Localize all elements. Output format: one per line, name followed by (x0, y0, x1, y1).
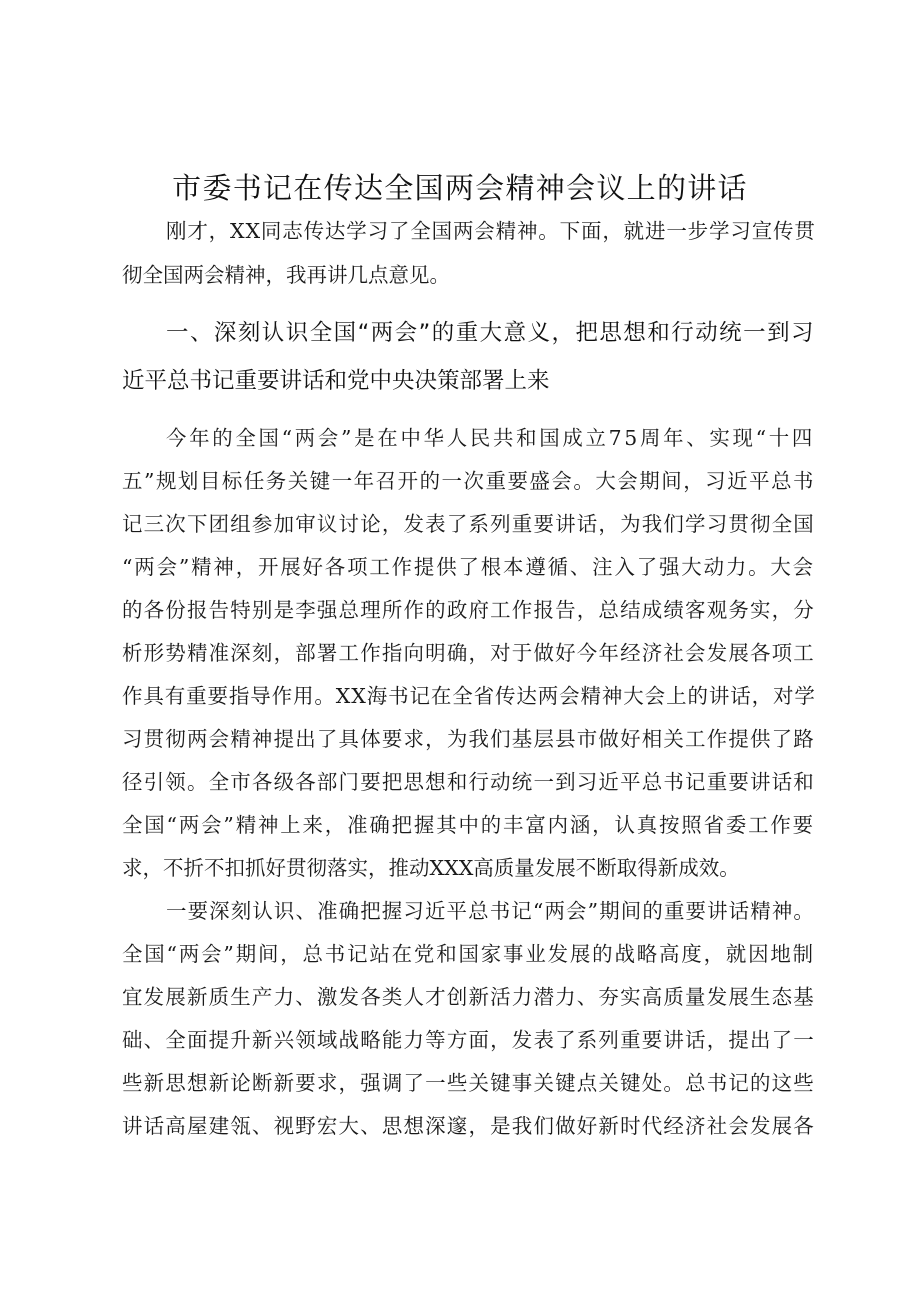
text-line (0, 461, 920, 501)
text-line-content: 础、全面提升新兴领域战略能力等方面，发表了系列重要讲话，提出了一 (122, 1028, 815, 1052)
text-line (0, 590, 920, 630)
text-line-content: 析形势精准深刻，部署工作指向明确，对于做好今年经济社会发展各项工 (122, 641, 815, 665)
document-title-text: 市委书记在传达全国两会精神会议上的讲话 (172, 171, 748, 205)
text-line-content: “两会”精神，开展好各项工作提供了根本遵循、注入了强大动力。大会 (122, 555, 815, 579)
text-line (0, 1063, 920, 1103)
text-line-content: 求，不折不扣抓好贯彻落实，推动XXX高质量发展不断取得新成效。 (122, 856, 740, 880)
text-line (0, 719, 920, 759)
text-line (0, 891, 920, 931)
text-line-content: 刚才，XX同志传达学习了全国两会精神。下面，就进一步学习宣传贯 (166, 219, 816, 243)
text-line-content: 习贯彻两会精神提出了具体要求，为我们基层县市做好相关工作提供了路 (122, 727, 815, 751)
text-line (0, 805, 920, 845)
text-line-content: 的各份报告特别是李强总理所作的政府工作报告，总结成绩客观务实，分 (122, 598, 815, 622)
text-line-content: 全国“两会”精神上来，准确把握其中的丰富内涵，认真按照省委工作要 (122, 813, 815, 837)
text-line (0, 848, 920, 888)
text-line-content: 记三次下团组参加审议讨论，发表了系列重要讲话，为我们学习贯彻全国 (122, 512, 815, 536)
text-line (0, 934, 920, 974)
text-line-content: 五”规划目标任务关键一年召开的一次重要盛会。大会期间，习近平总书 (122, 469, 816, 493)
text-line (0, 504, 920, 544)
text-line-content: 全国“两会”期间，总书记站在党和国家事业发展的战略高度，就因地制 (122, 942, 815, 966)
document-title (0, 168, 920, 208)
text-line (0, 1106, 920, 1146)
section-heading-line (0, 361, 920, 401)
text-line (0, 676, 920, 716)
text-line-content: 宜发展新质生产力、激发各类人才创新活力潜力、夯实高质量发展生态基 (122, 985, 815, 1009)
text-line (0, 1020, 920, 1060)
section-heading-text: 近平总书记重要讲话和党中央决策部署上来 (122, 368, 550, 394)
text-line-content: 些新思想新论断新要求，强调了一些关键事关键点关键处。总书记的这些 (122, 1071, 815, 1095)
text-line (0, 762, 920, 802)
text-line-content: 一要深刻认识、准确把握习近平总书记“两会”期间的重要讲话精神。 (166, 899, 816, 923)
text-line-content: 作具有重要指导作用。XX海书记在全省传达两会精神大会上的讲话，对学 (122, 684, 816, 708)
text-line (0, 418, 920, 458)
text-line-content: 今年的全国“两会”是在中华人民共和国成立75周年、实现“十四 (166, 426, 816, 450)
text-line (0, 211, 920, 251)
text-line-content: 彻全国两会精神，我再讲几点意见。 (122, 263, 450, 287)
text-line (0, 633, 920, 673)
section-heading-line (0, 313, 920, 353)
section-heading-text: 一、深刻认识全国“两会”的重大意义，把思想和行动统一到习 (166, 320, 815, 346)
text-line (0, 255, 920, 295)
text-line (0, 977, 920, 1017)
text-line-content: 径引领。全市各级各部门要把思想和行动统一到习近平总书记重要讲话和 (122, 770, 815, 794)
text-line (0, 547, 920, 587)
text-line-content: 讲话高屋建瓴、视野宏大、思想深邃，是我们做好新时代经济社会发展各 (122, 1114, 815, 1138)
